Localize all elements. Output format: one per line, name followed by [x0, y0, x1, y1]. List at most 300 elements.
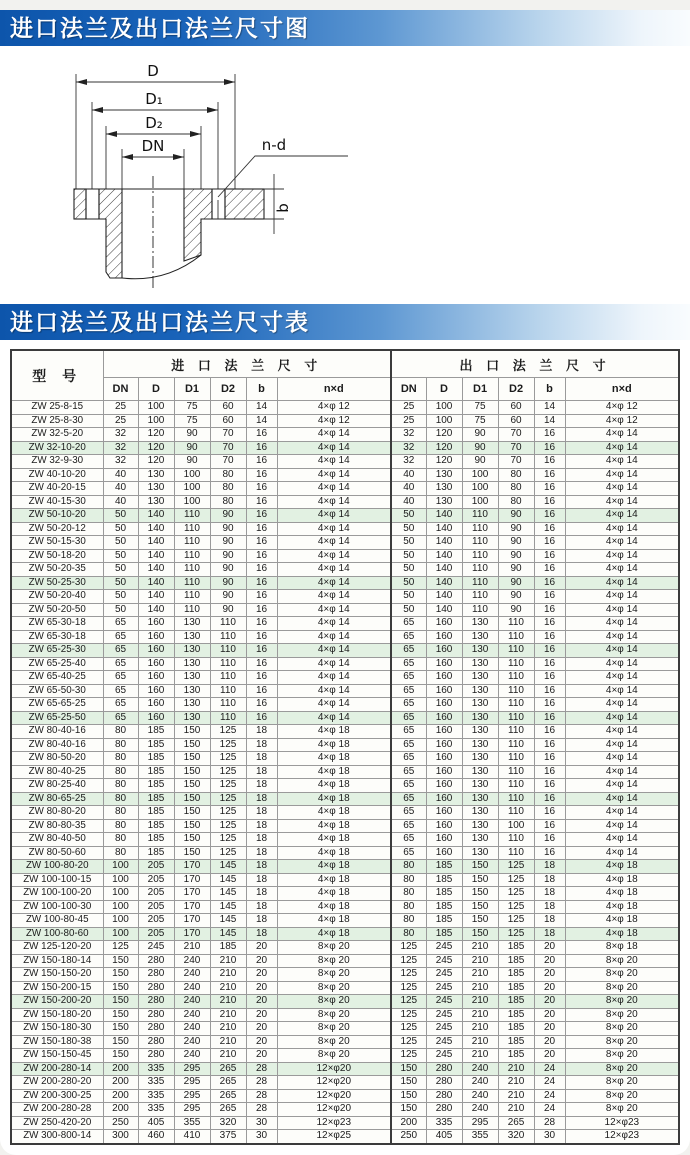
dim-cell: 28: [246, 1062, 277, 1076]
dim-cell: 80: [210, 495, 246, 509]
dim-cell: 320: [498, 1130, 534, 1144]
dim-cell: 160: [426, 630, 462, 644]
dim-cell: 185: [426, 914, 462, 928]
table-row: [11, 779, 679, 793]
model-cell: ZW 80-65-25: [11, 792, 103, 806]
table-row: [11, 873, 679, 887]
table-row: [11, 941, 679, 955]
dim-cell: 90: [462, 428, 498, 442]
dim-cell: 4×φ 18: [565, 914, 679, 928]
dim-cell: 240: [174, 995, 210, 1009]
dim-cell: 200: [103, 1089, 138, 1103]
dim-cell: 65: [103, 684, 138, 698]
dim-cell: 100: [462, 468, 498, 482]
dim-cell: 120: [138, 441, 174, 455]
dim-cell: 75: [462, 401, 498, 415]
outlet-group-header: 出 口 法 兰 尺 寸: [391, 350, 679, 378]
dim-cell: 110: [498, 792, 534, 806]
dim-cell: 8×φ 20: [565, 1008, 679, 1022]
dim-cell: 16: [246, 441, 277, 455]
dim-cell: 205: [138, 887, 174, 901]
dim-cell: 8×φ 20: [565, 981, 679, 995]
dim-cell: 16: [534, 468, 565, 482]
dim-cell: 160: [426, 846, 462, 860]
dim-cell: 4×φ 14: [565, 765, 679, 779]
dim-cell: 60: [210, 401, 246, 415]
dim-cell: 4×φ 14: [565, 779, 679, 793]
model-cell: ZW 65-25-50: [11, 711, 103, 725]
dim-cell: 20: [246, 1022, 277, 1036]
dim-cell: 16: [534, 725, 565, 739]
dim-cell: 100: [103, 860, 138, 874]
dim-cell: 210: [498, 1103, 534, 1117]
dim-cell: 70: [498, 441, 534, 455]
dim-cell: 4×φ 14: [565, 468, 679, 482]
dim-cell: 90: [462, 455, 498, 469]
dim-cell: 210: [210, 1008, 246, 1022]
dim-cell: 240: [174, 981, 210, 995]
dim-cell: 80: [210, 468, 246, 482]
dim-cell: 150: [462, 900, 498, 914]
model-cell: ZW 150-180-38: [11, 1035, 103, 1049]
dim-cell: 24: [534, 1089, 565, 1103]
dim-cell: 16: [534, 698, 565, 712]
dim-cell: 4×φ 14: [565, 522, 679, 536]
model-cell: ZW 125-120-20: [11, 941, 103, 955]
dim-cell: 130: [462, 752, 498, 766]
dim-b: [264, 174, 292, 234]
dim-cell: 110: [498, 846, 534, 860]
dim-cell: 210: [462, 968, 498, 982]
model-cell: ZW 50-25-30: [11, 576, 103, 590]
dim-cell: 185: [426, 887, 462, 901]
dim-cell: 20: [246, 954, 277, 968]
dim-cell: 245: [426, 1008, 462, 1022]
model-cell: ZW 150-150-20: [11, 968, 103, 982]
dim-cell: 125: [210, 738, 246, 752]
dim-cell: 25: [391, 414, 426, 428]
table-row: [11, 900, 679, 914]
dim-cell: 16: [534, 549, 565, 563]
dim-cell: 160: [426, 806, 462, 820]
dim-cell: 90: [210, 603, 246, 617]
dim-cell: 320: [210, 1116, 246, 1130]
dim-cell: 185: [138, 765, 174, 779]
dim-cell: 245: [426, 1035, 462, 1049]
dim-cell: 16: [534, 806, 565, 820]
model-cell: ZW 50-10-20: [11, 509, 103, 523]
dim-cell: 18: [246, 900, 277, 914]
dim-cell: 160: [426, 644, 462, 658]
dim-cell: 100: [426, 414, 462, 428]
dim-cell: 130: [462, 671, 498, 685]
model-cell: ZW 300-800-14: [11, 1130, 103, 1144]
model-cell: ZW 150-200-20: [11, 995, 103, 1009]
dim-cell: 185: [426, 927, 462, 941]
dim-cell: 65: [103, 617, 138, 631]
dim-cell: 50: [391, 549, 426, 563]
dim-cell: 300: [103, 1130, 138, 1144]
dim-cell: 4×φ 14: [565, 846, 679, 860]
dim-cell: 90: [498, 522, 534, 536]
dim-cell: 65: [103, 711, 138, 725]
dim-cell: 200: [103, 1062, 138, 1076]
dim-cell: 65: [391, 671, 426, 685]
dim-cell: 50: [103, 576, 138, 590]
table-row: [11, 698, 679, 712]
dim-cell: 60: [498, 401, 534, 415]
dim-cell: 280: [426, 1089, 462, 1103]
dim-cell: 16: [534, 455, 565, 469]
dim-cell: 160: [138, 617, 174, 631]
dim-cell: 90: [174, 455, 210, 469]
dim-label-D1: D₁: [145, 90, 163, 108]
dim-cell: 185: [498, 941, 534, 955]
dim-cell: 170: [174, 914, 210, 928]
dim-cell: 210: [462, 981, 498, 995]
flange-body: [74, 189, 264, 279]
dim-cell: 16: [246, 563, 277, 577]
dim-cell: 14: [246, 414, 277, 428]
dim-cell: 245: [426, 954, 462, 968]
model-column-header: 型 号: [11, 350, 103, 401]
dim-cell: 140: [426, 603, 462, 617]
dim-cell: 16: [246, 495, 277, 509]
dim-cell: 185: [138, 792, 174, 806]
dim-cell: 18: [246, 833, 277, 847]
dim-cell: 16: [534, 590, 565, 604]
dim-cell: 100: [103, 873, 138, 887]
table-row: [11, 887, 679, 901]
dim-cell: 145: [210, 873, 246, 887]
dim-cell: 65: [391, 711, 426, 725]
dim-cell: 110: [498, 738, 534, 752]
flange-diagram-area: [0, 50, 690, 304]
dim-cell: 110: [462, 549, 498, 563]
table-row: [11, 833, 679, 847]
dim-cell: 8×φ 20: [565, 995, 679, 1009]
dim-cell: 210: [174, 941, 210, 955]
dim-cell: 160: [426, 819, 462, 833]
dim-cell: 18: [246, 927, 277, 941]
dim-cell: 150: [391, 1089, 426, 1103]
dim-cell: 205: [138, 914, 174, 928]
dim-cell: 240: [174, 968, 210, 982]
dim-cell: 125: [210, 779, 246, 793]
dim-cell: 140: [138, 576, 174, 590]
dim-cell: 125: [210, 792, 246, 806]
outlet-subheader-d1: D1: [462, 378, 498, 401]
dim-cell: 130: [462, 806, 498, 820]
dim-cell: 20: [534, 954, 565, 968]
table-section-header: [0, 304, 690, 340]
dim-cell: 18: [246, 887, 277, 901]
dim-cell: 25: [391, 401, 426, 415]
dim-cell: 150: [103, 1035, 138, 1049]
dim-cell: 20: [246, 1008, 277, 1022]
model-cell: ZW 65-65-25: [11, 698, 103, 712]
diagram-section-title: 进口法兰及出口法兰尺寸图: [10, 15, 310, 41]
dim-cell: 16: [534, 846, 565, 860]
dim-cell: 4×φ 14: [277, 522, 391, 536]
dim-cell: 90: [174, 428, 210, 442]
dim-cell: 18: [246, 806, 277, 820]
dim-cell: 130: [462, 684, 498, 698]
dim-cell: 110: [174, 522, 210, 536]
subheader-row: [11, 378, 679, 401]
dim-cell: 4×φ 18: [565, 860, 679, 874]
flange-dimension-table: [10, 349, 680, 1145]
dim-cell: 16: [534, 428, 565, 442]
dim-cell: 140: [138, 509, 174, 523]
dim-cell: 150: [391, 1062, 426, 1076]
dim-cell: 110: [210, 698, 246, 712]
dim-cell: 150: [174, 725, 210, 739]
model-cell: ZW 200-280-28: [11, 1103, 103, 1117]
dim-cell: 170: [174, 860, 210, 874]
dim-cell: 125: [103, 941, 138, 955]
dim-cell: 100: [426, 401, 462, 415]
dim-cell: 130: [462, 846, 498, 860]
dim-cell: 50: [103, 549, 138, 563]
dim-cell: 4×φ 14: [565, 603, 679, 617]
dim-cell: 130: [174, 630, 210, 644]
dim-cell: 8×φ 20: [277, 1022, 391, 1036]
dim-cell: 70: [210, 455, 246, 469]
dim-cell: 4×φ 14: [277, 441, 391, 455]
dim-cell: 130: [462, 630, 498, 644]
dim-cell: 125: [210, 846, 246, 860]
dim-cell: 70: [498, 455, 534, 469]
model-cell: ZW 100-80-60: [11, 927, 103, 941]
table-row: [11, 522, 679, 536]
dim-cell: 18: [246, 846, 277, 860]
model-cell: ZW 40-15-30: [11, 495, 103, 509]
dim-cell: 4×φ 14: [565, 455, 679, 469]
dim-cell: 130: [138, 495, 174, 509]
table-row: [11, 954, 679, 968]
dim-cell: 16: [246, 630, 277, 644]
table-row: [11, 495, 679, 509]
model-cell: ZW 65-40-25: [11, 671, 103, 685]
dim-cell: 160: [426, 671, 462, 685]
dim-cell: 125: [391, 1049, 426, 1063]
outlet-subheader-b: b: [534, 378, 565, 401]
dim-cell: 240: [462, 1103, 498, 1117]
dim-cell: 80: [103, 779, 138, 793]
dim-cell: 8×φ 20: [277, 968, 391, 982]
dim-cell: 20: [534, 1008, 565, 1022]
dim-cell: 65: [391, 725, 426, 739]
table-row: [11, 455, 679, 469]
dim-cell: 50: [103, 590, 138, 604]
dim-cell: 50: [391, 576, 426, 590]
dim-cell: 150: [462, 860, 498, 874]
dim-cell: 65: [103, 644, 138, 658]
dim-cell: 210: [462, 1049, 498, 1063]
dim-D2: [106, 114, 201, 137]
dim-cell: 145: [210, 914, 246, 928]
dim-cell: 40: [103, 495, 138, 509]
dim-cell: 185: [498, 1035, 534, 1049]
dim-cell: 16: [534, 644, 565, 658]
dim-cell: 185: [138, 806, 174, 820]
dim-cell: 32: [103, 428, 138, 442]
dim-cell: 50: [103, 522, 138, 536]
dim-cell: 240: [174, 954, 210, 968]
dim-cell: 250: [391, 1130, 426, 1144]
dim-cell: 4×φ 18: [277, 819, 391, 833]
dim-nd: [218, 136, 348, 197]
dim-cell: 18: [246, 779, 277, 793]
model-cell: ZW 80-40-16: [11, 738, 103, 752]
dim-cell: 4×φ 14: [277, 482, 391, 496]
dim-cell: 150: [462, 887, 498, 901]
model-cell: ZW 100-100-20: [11, 887, 103, 901]
dim-cell: 8×φ 20: [277, 941, 391, 955]
dim-cell: 150: [462, 873, 498, 887]
inlet-subheader-d1: D1: [174, 378, 210, 401]
dim-cell: 24: [534, 1103, 565, 1117]
table-row: [11, 738, 679, 752]
dim-cell: 110: [498, 698, 534, 712]
dim-cell: 70: [210, 428, 246, 442]
dim-cell: 205: [138, 900, 174, 914]
dim-cell: 80: [103, 806, 138, 820]
dim-cell: 245: [426, 981, 462, 995]
dim-cell: 4×φ 18: [277, 887, 391, 901]
dim-cell: 130: [462, 833, 498, 847]
dim-cell: 4×φ 18: [565, 900, 679, 914]
dim-cell: 145: [210, 927, 246, 941]
table-row: [11, 617, 679, 631]
dim-cell: 150: [174, 792, 210, 806]
dim-cell: 80: [103, 819, 138, 833]
dim-cell: 18: [246, 738, 277, 752]
dim-cell: 4×φ 18: [277, 927, 391, 941]
dim-cell: 125: [498, 914, 534, 928]
dim-cell: 110: [498, 833, 534, 847]
dim-cell: 110: [210, 630, 246, 644]
dim-cell: 185: [498, 981, 534, 995]
inlet-subheader-dn: DN: [103, 378, 138, 401]
model-cell: ZW 50-20-50: [11, 603, 103, 617]
dim-cell: 8×φ 20: [565, 1103, 679, 1117]
dim-cell: 140: [426, 536, 462, 550]
dim-cell: 150: [103, 968, 138, 982]
dim-cell: 12×φ25: [277, 1130, 391, 1144]
dim-cell: 8×φ 20: [277, 1035, 391, 1049]
dim-cell: 110: [174, 576, 210, 590]
dim-cell: 185: [426, 860, 462, 874]
dim-cell: 80: [391, 860, 426, 874]
dim-cell: 16: [534, 765, 565, 779]
dim-cell: 4×φ 18: [277, 900, 391, 914]
dim-cell: 50: [391, 563, 426, 577]
dim-cell: 4×φ 18: [565, 873, 679, 887]
dim-cell: 65: [103, 671, 138, 685]
dim-cell: 140: [138, 603, 174, 617]
dim-cell: 90: [498, 603, 534, 617]
dim-cell: 40: [391, 482, 426, 496]
dim-cell: 16: [534, 509, 565, 523]
dim-cell: 100: [103, 900, 138, 914]
table-row: [11, 671, 679, 685]
dim-cell: 4×φ 14: [565, 684, 679, 698]
table-row: [11, 603, 679, 617]
dim-cell: 335: [138, 1089, 174, 1103]
dim-cell: 160: [426, 698, 462, 712]
dim-cell: 245: [426, 1022, 462, 1036]
dim-cell: 205: [138, 927, 174, 941]
table-row: [11, 1035, 679, 1049]
dim-cell: 240: [462, 1076, 498, 1090]
dim-cell: 80: [391, 887, 426, 901]
dim-cell: 210: [210, 1049, 246, 1063]
dim-cell: 16: [534, 833, 565, 847]
dim-cell: 16: [534, 792, 565, 806]
dim-cell: 130: [426, 495, 462, 509]
dim-cell: 60: [210, 414, 246, 428]
table-row: [11, 563, 679, 577]
model-cell: ZW 80-80-20: [11, 806, 103, 820]
dim-cell: 65: [391, 657, 426, 671]
dim-cell: 16: [534, 752, 565, 766]
model-cell: ZW 100-100-30: [11, 900, 103, 914]
dim-cell: 16: [534, 603, 565, 617]
dim-cell: 110: [174, 563, 210, 577]
model-cell: ZW 200-300-25: [11, 1089, 103, 1103]
dim-cell: 20: [534, 968, 565, 982]
dim-cell: 16: [534, 657, 565, 671]
dim-cell: 8×φ 20: [565, 1062, 679, 1076]
dim-cell: 16: [534, 711, 565, 725]
dim-cell: 140: [426, 522, 462, 536]
dim-cell: 355: [462, 1130, 498, 1144]
dim-cell: 4×φ 14: [277, 455, 391, 469]
dim-cell: 8×φ 20: [565, 1089, 679, 1103]
dim-cell: 140: [426, 563, 462, 577]
inlet-subheader-d: D: [138, 378, 174, 401]
dim-cell: 160: [426, 684, 462, 698]
dim-cell: 210: [210, 1035, 246, 1049]
dim-cell: 160: [138, 698, 174, 712]
dim-cell: 4×φ 14: [277, 711, 391, 725]
dim-cell: 4×φ 14: [565, 752, 679, 766]
dim-cell: 70: [210, 441, 246, 455]
dim-cell: 210: [462, 995, 498, 1009]
dim-cell: 16: [246, 549, 277, 563]
model-cell: ZW 100-80-20: [11, 860, 103, 874]
dim-cell: 170: [174, 927, 210, 941]
dim-cell: 8×φ 20: [277, 1008, 391, 1022]
dim-cell: 110: [498, 711, 534, 725]
dim-cell: 20: [246, 968, 277, 982]
dim-cell: 150: [103, 1008, 138, 1022]
dim-cell: 185: [138, 846, 174, 860]
dim-cell: 125: [498, 873, 534, 887]
dim-cell: 12×φ20: [277, 1089, 391, 1103]
dim-cell: 18: [246, 819, 277, 833]
dim-cell: 24: [534, 1076, 565, 1090]
dim-cell: 280: [138, 1022, 174, 1036]
dim-cell: 100: [103, 927, 138, 941]
dim-cell: 80: [210, 482, 246, 496]
dim-cell: 80: [391, 914, 426, 928]
dim-cell: 100: [462, 495, 498, 509]
dim-cell: 65: [391, 806, 426, 820]
dim-cell: 150: [462, 927, 498, 941]
